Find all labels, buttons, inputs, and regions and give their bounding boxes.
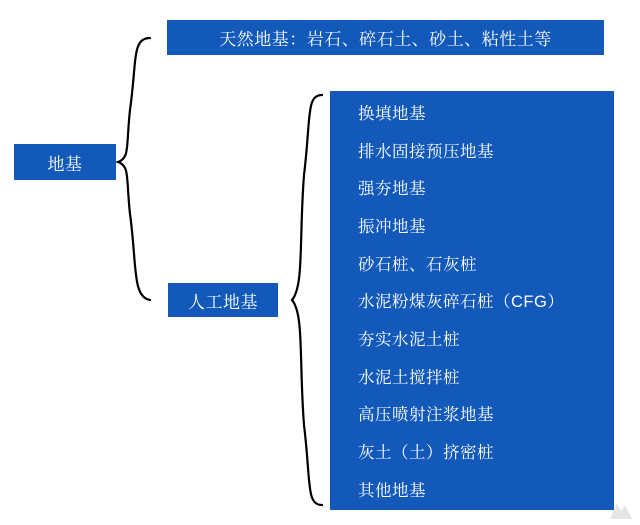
list-item: 高压喷射注浆地基 [358,406,494,425]
node-natural-foundation-label: 天然地基：岩石、碎石土、砂土、粘性土等 [219,30,552,49]
node-root-label: 地基 [47,154,83,174]
artificial-foundation-list [330,91,614,510]
list-item: 夯实水泥土桩 [358,331,460,350]
list-item: 其他地基 [358,481,426,500]
list-item: 砂石桩、石灰桩 [358,255,477,274]
list-item: 水泥土搅拌桩 [358,368,460,387]
list-item: 灰土（土）挤密桩 [358,444,494,463]
node-natural-foundation[interactable] [167,20,604,55]
list-item: 换填地基 [358,105,426,123]
list-item: 振冲地基 [358,218,426,237]
node-root[interactable] [14,144,116,180]
node-artificial-foundation-label: 人工地基 [188,292,258,312]
root-brace-icon [118,38,150,300]
watermark-icon [608,499,634,521]
list-item: 强夯地基 [358,180,426,199]
artificial-brace-icon [292,95,322,505]
list-item: 水泥粉煤灰碎石桩（CFG） [358,293,565,312]
node-artificial-foundation[interactable] [168,283,278,317]
list-item: 排水固接预压地基 [358,142,494,161]
